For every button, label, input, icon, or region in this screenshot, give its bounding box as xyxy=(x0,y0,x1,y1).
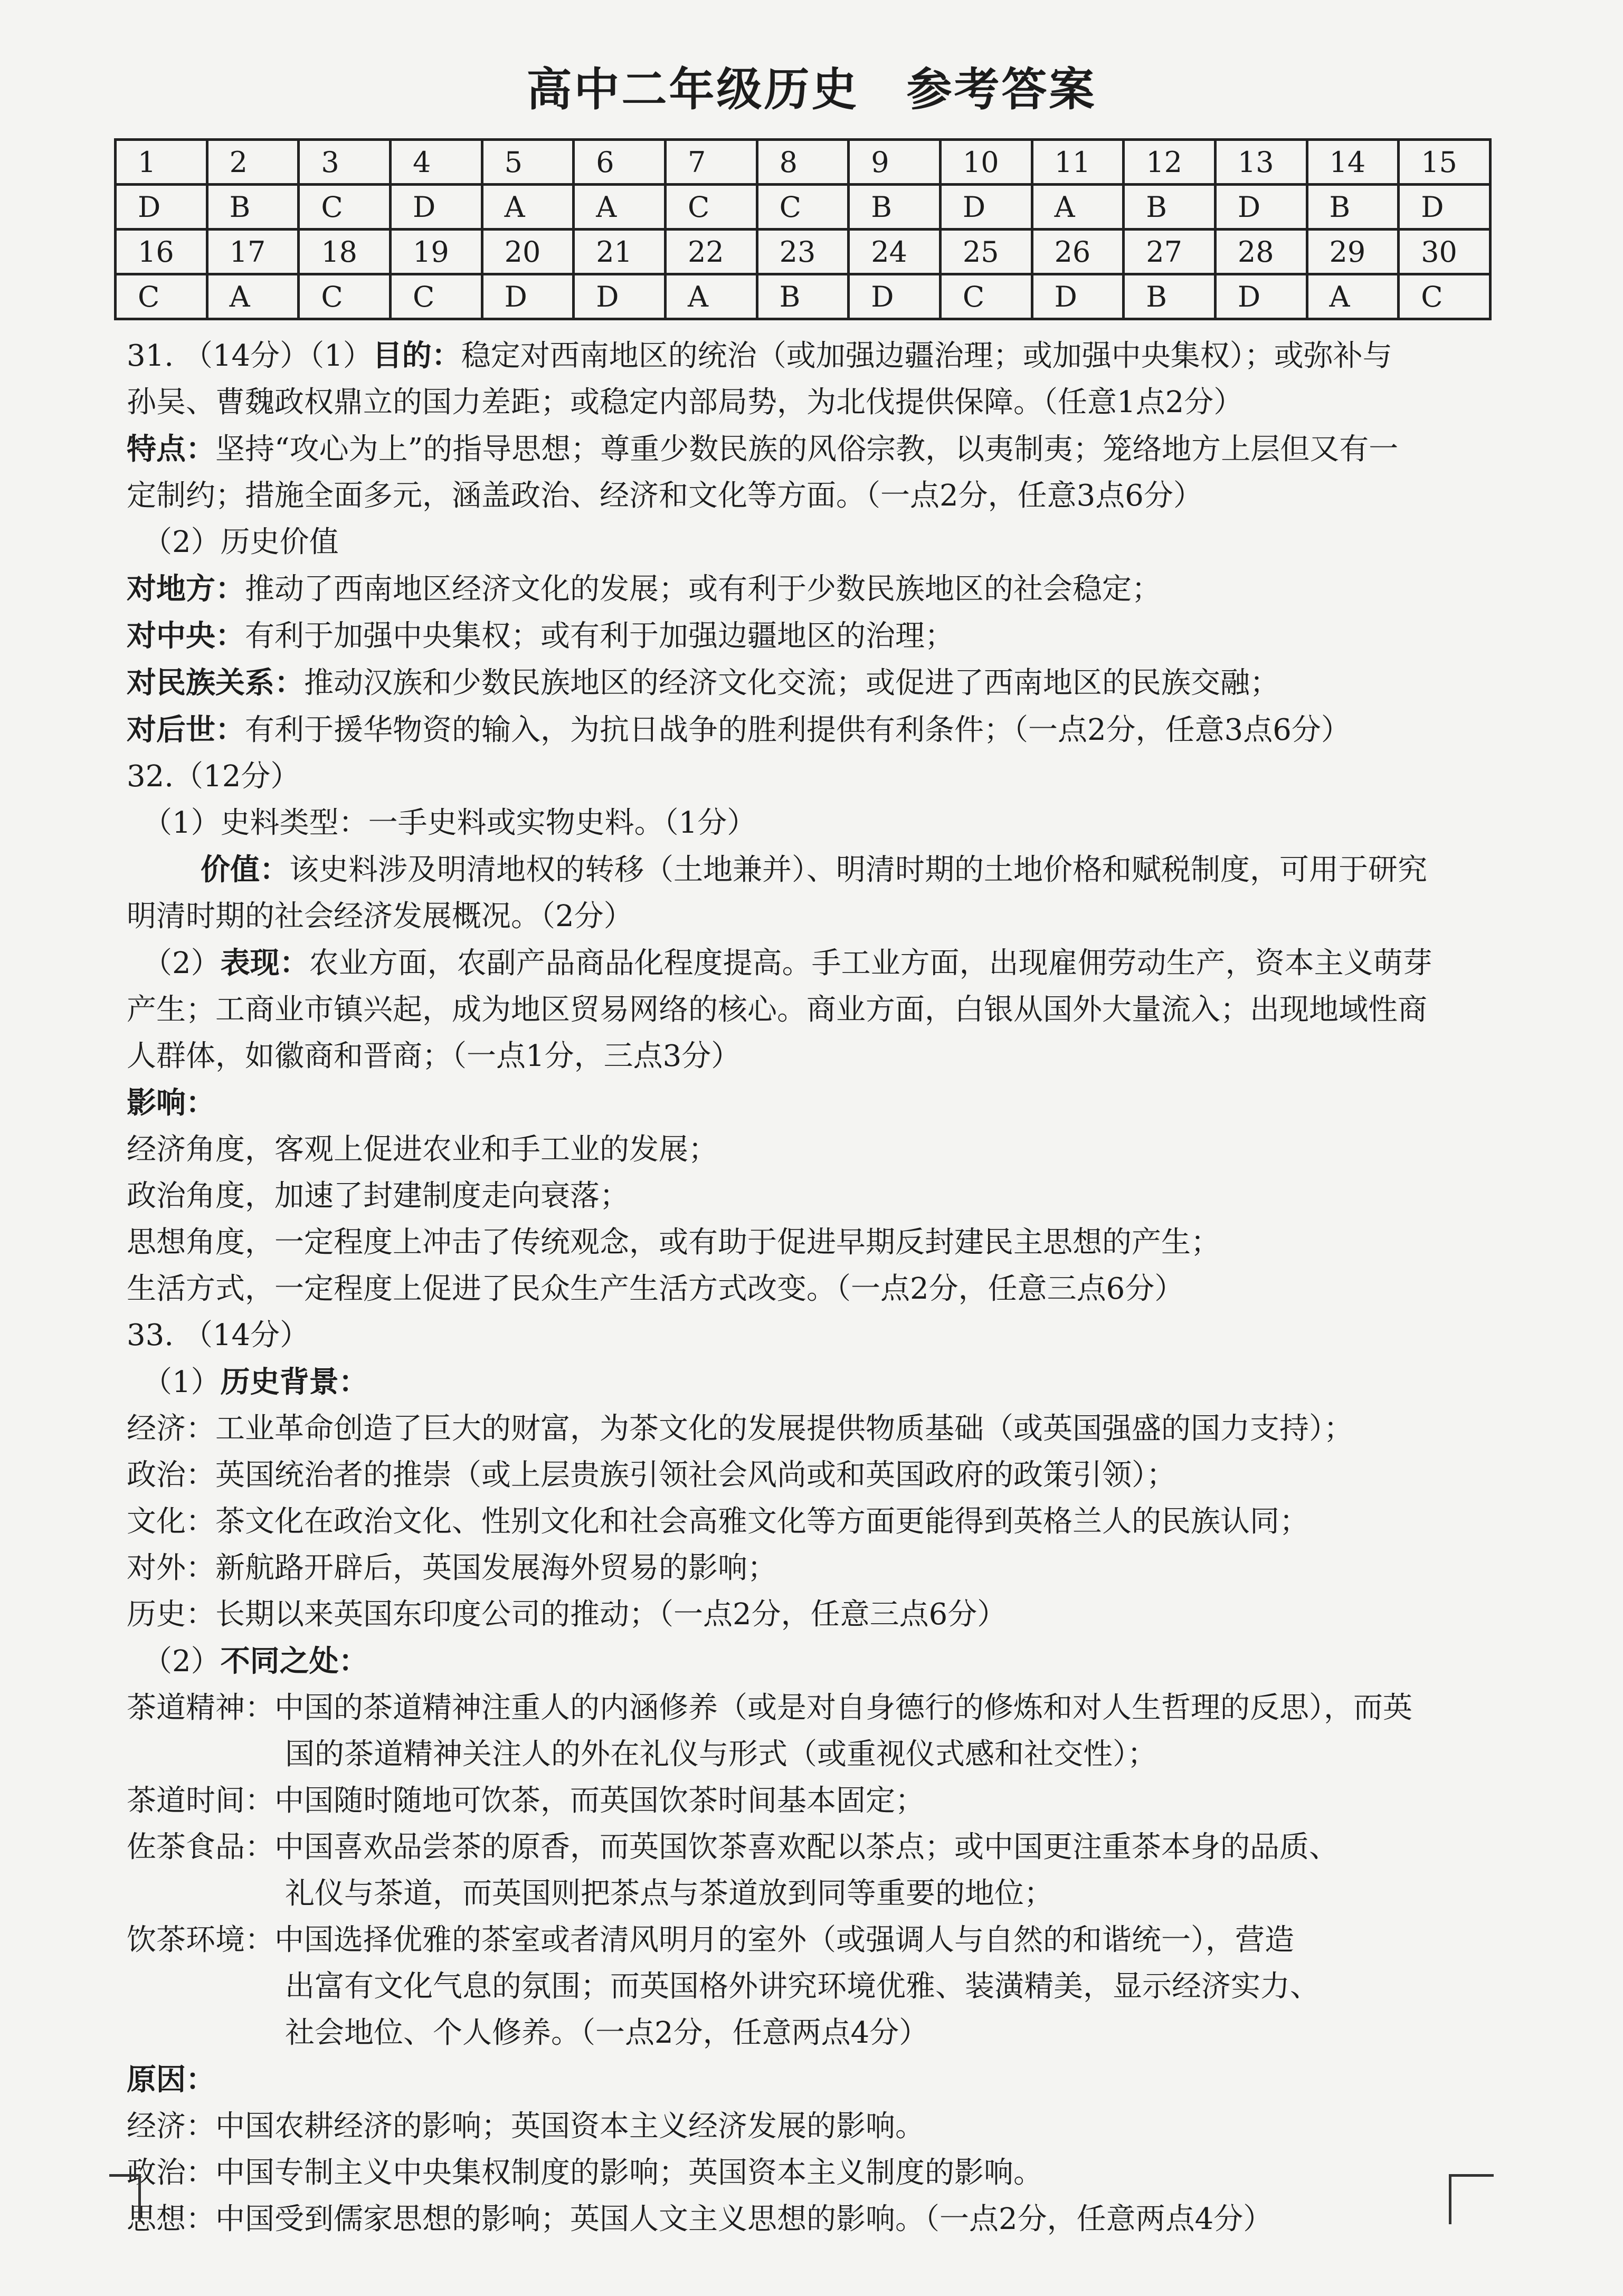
line-text: 有利于援华物资的输入，为抗日战争的胜利提供有利条件；（一点2分，任意3点6分） xyxy=(245,713,1351,747)
line-text: （1）史料类型：一手史料或实物史料。（1分） xyxy=(143,806,757,840)
line-text: 政治：中国专制主义中央集权制度的影响；英国资本主义制度的影响。 xyxy=(127,2156,1043,2190)
answer-cell: C xyxy=(665,185,757,230)
answer-line xyxy=(127,1499,1525,1545)
line-heading: 影响： xyxy=(127,1085,215,1120)
question-number-cell: 19 xyxy=(390,230,482,274)
answer-line xyxy=(127,660,1525,707)
question-number-cell: 21 xyxy=(574,230,666,274)
line-text: 思想：中国受到儒家思想的影响；英国人文主义思想的影响。（一点2分，任意两点4分） xyxy=(127,2202,1273,2236)
line-text: 产生；工商业市镇兴起，成为地区贸易网络的核心。商业方面，白银从国外大量流入；出现地域性商 xyxy=(127,993,1427,1027)
title-sub: 参考答案 xyxy=(906,63,1097,116)
question-number-cell: 2 xyxy=(207,140,299,185)
answer-cell: A xyxy=(665,274,757,319)
question-number-cell: 27 xyxy=(1124,230,1216,274)
answer-line xyxy=(127,1964,1525,2010)
answer-cell: C xyxy=(940,274,1032,319)
answer-line xyxy=(127,1127,1525,1173)
answer-line xyxy=(127,2150,1525,2196)
question-number-cell: 11 xyxy=(1032,140,1124,185)
answer-line xyxy=(127,800,1525,846)
question-number-cell: 4 xyxy=(390,140,482,185)
question-number-cell: 9 xyxy=(849,140,941,185)
line-text: 政治：英国统治者的推崇（或上层贵族引领社会风尚或和英国政府的政策引领）； xyxy=(127,1458,1176,1492)
line-text: 生活方式，一定程度上促进了民众生产生活方式改变。（一点2分，任意三点6分） xyxy=(127,1272,1184,1306)
line-text: 茶道时间：中国随时随地可饮茶，而英国饮茶时间基本固定； xyxy=(127,1784,925,1818)
answer-line xyxy=(127,1033,1525,1080)
line-heading: 对地方： xyxy=(127,571,245,606)
crop-mark-left xyxy=(138,2174,156,2222)
line-heading: 原因： xyxy=(127,2062,215,2097)
question-number-cell: 18 xyxy=(299,230,391,274)
answer-cell: B xyxy=(757,274,849,319)
line-text: 定制约；措施全面多元，涵盖政治、经济和文化等方面。（一点2分，任意3点6分） xyxy=(127,479,1203,513)
line-text: 出富有文化气息的氛围；而英国格外讲究环境优雅、装潢精美，显示经济实力、 xyxy=(285,1969,1320,2004)
line-text: 稳定对西南地区的统治（或加强边疆治理；或加强中央集权）；或弥补与 xyxy=(461,339,1392,373)
answer-cell: D xyxy=(1215,274,1307,319)
answer-line xyxy=(127,1638,1525,1685)
question-number-cell: 13 xyxy=(1215,140,1307,185)
answer-line xyxy=(127,1778,1525,1824)
answer-cell: B xyxy=(1124,274,1216,319)
line-text: 31. （14分）（1） xyxy=(127,339,373,373)
answer-line xyxy=(127,1685,1525,1731)
answer-cell: D xyxy=(940,185,1032,230)
answer-line xyxy=(127,566,1525,613)
answer-line xyxy=(127,1080,1525,1127)
answer-line xyxy=(127,987,1525,1033)
line-heading: 对民族关系： xyxy=(127,665,304,700)
line-heading: 不同之处： xyxy=(220,1644,368,1679)
line-text: 该史料涉及明清地权的转移（土地兼并）、明清时期的土地价格和赋税制度，可用于研究 xyxy=(289,853,1427,887)
answer-cell: A xyxy=(1032,185,1124,230)
line-text: 推动汉族和少数民族地区的经济文化交流；或促进了西南地区的民族交融； xyxy=(304,666,1279,700)
answer-line xyxy=(127,613,1525,660)
answer-table xyxy=(114,138,1492,320)
answer-line xyxy=(127,1871,1525,1917)
line-text: 孙吴、曹魏政权鼎立的国力差距；或稳定内部局势，为北伐提供保障。（任意1点2分） xyxy=(127,385,1244,420)
answer-cell: A xyxy=(482,185,574,230)
answer-line xyxy=(127,2010,1525,2056)
line-text: 对外：新航路开辟后，英国发展海外贸易的影响； xyxy=(127,1551,777,1585)
question-number-cell: 8 xyxy=(757,140,849,185)
answer-cell: C xyxy=(390,274,482,319)
line-text: 33. （14分） xyxy=(127,1318,310,1352)
line-text: 礼仪与茶道，而英国则把茶点与茶道放到同等重要的地位； xyxy=(285,1876,1053,1911)
line-heading: 对后世： xyxy=(127,712,245,747)
line-text: 人群体，如徽商和晋商；（一点1分，三点3分） xyxy=(127,1039,741,1073)
line-text: 明清时期的社会经济发展概况。（2分） xyxy=(127,899,633,933)
question-number-cell: 12 xyxy=(1124,140,1216,185)
line-text: 有利于加强中央集权；或有利于加强边疆地区的治理； xyxy=(245,619,954,653)
question-number-cell: 6 xyxy=(574,140,666,185)
answer-line xyxy=(127,1220,1525,1266)
line-text: 经济：工业革命创造了巨大的财富，为茶文化的发展提供物质基础（或英国强盛的国力支持）； xyxy=(127,1412,1353,1446)
line-text: 文化：茶文化在政治文化、性别文化和社会高雅文化等方面更能得到英格兰人的民族认同； xyxy=(127,1504,1309,1539)
answer-line xyxy=(127,1406,1525,1452)
question-number-cell: 25 xyxy=(940,230,1032,274)
line-text: 经济：中国农耕经济的影响；英国资本主义经济发展的影响。 xyxy=(127,2109,925,2143)
answer-line xyxy=(127,1452,1525,1499)
question-number-cell: 26 xyxy=(1032,230,1124,274)
answer-row xyxy=(116,274,1491,319)
answer-cell: C xyxy=(757,185,849,230)
answer-line xyxy=(127,1266,1525,1312)
question-number-cell: 28 xyxy=(1215,230,1307,274)
title-main: 高中二年级历史 xyxy=(526,63,859,116)
line-text: （1） xyxy=(143,1365,221,1399)
page-title xyxy=(0,53,1623,118)
answer-cell: D xyxy=(1399,185,1491,230)
line-text: 政治角度，加速了封建制度走向衰落； xyxy=(127,1179,629,1213)
line-text: 茶道精神：中国的茶道精神注重人的内涵修养（或是对自身德行的修炼和对人生哲理的反思），而英 xyxy=(127,1691,1412,1725)
answer-line xyxy=(127,1173,1525,1220)
line-text: 坚持“攻心为上”的指导思想；尊重少数民族的风俗宗教，以夷制夷；笼络地方上层但又有一 xyxy=(215,432,1399,466)
answer-row xyxy=(116,185,1491,230)
answer-cell: C xyxy=(116,274,207,319)
question-number-cell: 7 xyxy=(665,140,757,185)
line-text: 32.（12分） xyxy=(127,759,300,794)
answer-line xyxy=(127,2196,1525,2243)
line-text: （2） xyxy=(143,1644,221,1679)
question-number-cell: 24 xyxy=(849,230,941,274)
question-number-cell: 23 xyxy=(757,230,849,274)
answer-cell: D xyxy=(849,274,941,319)
answer-line xyxy=(127,893,1525,940)
answer-line xyxy=(127,754,1525,800)
answer-line xyxy=(127,1731,1525,1778)
answer-line xyxy=(127,519,1525,566)
answer-line xyxy=(127,2056,1525,2103)
question-number-cell: 14 xyxy=(1307,140,1399,185)
answer-line xyxy=(127,473,1525,519)
question-number-cell: 20 xyxy=(482,230,574,274)
question-number-cell: 22 xyxy=(665,230,757,274)
line-heading: 目的： xyxy=(372,338,461,373)
answer-cell: B xyxy=(1124,185,1216,230)
answer-cell: D xyxy=(1032,274,1124,319)
answer-line xyxy=(127,2103,1525,2150)
answer-line xyxy=(127,1917,1525,1964)
answer-line xyxy=(127,1824,1525,1871)
answer-explanations xyxy=(127,332,1525,2243)
line-text: （2） xyxy=(143,946,221,980)
line-heading: 特点： xyxy=(127,432,215,466)
line-text: （2）历史价值 xyxy=(143,525,339,559)
answer-line xyxy=(127,332,1525,379)
answer-cell: B xyxy=(1307,185,1399,230)
question-number-cell: 1 xyxy=(116,140,207,185)
answer-line xyxy=(127,379,1525,426)
line-heading: 历史背景： xyxy=(220,1365,368,1399)
question-number-cell: 3 xyxy=(299,140,391,185)
answer-cell: C xyxy=(299,274,391,319)
answer-cell: C xyxy=(299,185,391,230)
question-number-cell: 17 xyxy=(207,230,299,274)
line-heading: 对中央： xyxy=(127,618,245,653)
answer-cell: B xyxy=(849,185,941,230)
question-number-row xyxy=(116,230,1491,274)
answer-cell: A xyxy=(574,185,666,230)
line-text: 思想角度，一定程度上冲击了传统观念，或有助于促进早期反封建民主思想的产生； xyxy=(127,1225,1220,1260)
answer-cell: A xyxy=(207,274,299,319)
answer-cell: A xyxy=(1307,274,1399,319)
question-number-cell: 15 xyxy=(1399,140,1491,185)
answer-line xyxy=(127,707,1525,754)
answer-cell: B xyxy=(207,185,299,230)
line-text: 推动了西南地区经济文化的发展；或有利于少数民族地区的社会稳定； xyxy=(245,572,1161,606)
question-number-cell: 29 xyxy=(1307,230,1399,274)
line-text: 国的茶道精神关注人的外在礼仪与形式（或重视仪式感和社交性）； xyxy=(285,1737,1157,1771)
line-text: 社会地位、个人修养。（一点2分，任意两点4分） xyxy=(285,2016,929,2050)
answer-line xyxy=(127,1312,1525,1359)
line-text: 经济角度，客观上促进农业和手工业的发展； xyxy=(127,1132,718,1167)
crop-mark-right xyxy=(1449,2174,1494,2224)
line-text: 农业方面，农副产品商品化程度提高。手工业方面，出现雇佣劳动生产，资本主义萌芽 xyxy=(309,946,1432,980)
answer-line xyxy=(127,1545,1525,1592)
line-heading: 价值： xyxy=(201,852,289,887)
answer-cell: D xyxy=(482,274,574,319)
answer-line xyxy=(127,940,1525,987)
line-heading: 表现： xyxy=(220,946,309,980)
answer-cell: D xyxy=(116,185,207,230)
answer-cell: C xyxy=(1399,274,1491,319)
answer-cell: D xyxy=(390,185,482,230)
answer-cell: D xyxy=(574,274,666,319)
question-number-cell: 30 xyxy=(1399,230,1491,274)
answer-line xyxy=(127,426,1525,473)
answer-cell: D xyxy=(1215,185,1307,230)
question-number-row xyxy=(116,140,1491,185)
question-number-cell: 16 xyxy=(116,230,207,274)
line-text: 佐茶食品：中国喜欢品尝茶的原香，而英国饮茶喜欢配以茶点；或中国更注重茶本身的品质、 xyxy=(127,1830,1339,1864)
line-text: 历史：长期以来英国东印度公司的推动；（一点2分，任意三点6分） xyxy=(127,1597,1007,1632)
answer-line xyxy=(127,1359,1525,1406)
line-text: 饮茶环境：中国选择优雅的茶室或者清风明月的室外（或强调人与自然的和谐统一），营造 xyxy=(127,1923,1294,1957)
answer-line xyxy=(127,846,1525,893)
question-number-cell: 5 xyxy=(482,140,574,185)
answer-line xyxy=(127,1592,1525,1638)
question-number-cell: 10 xyxy=(940,140,1032,185)
